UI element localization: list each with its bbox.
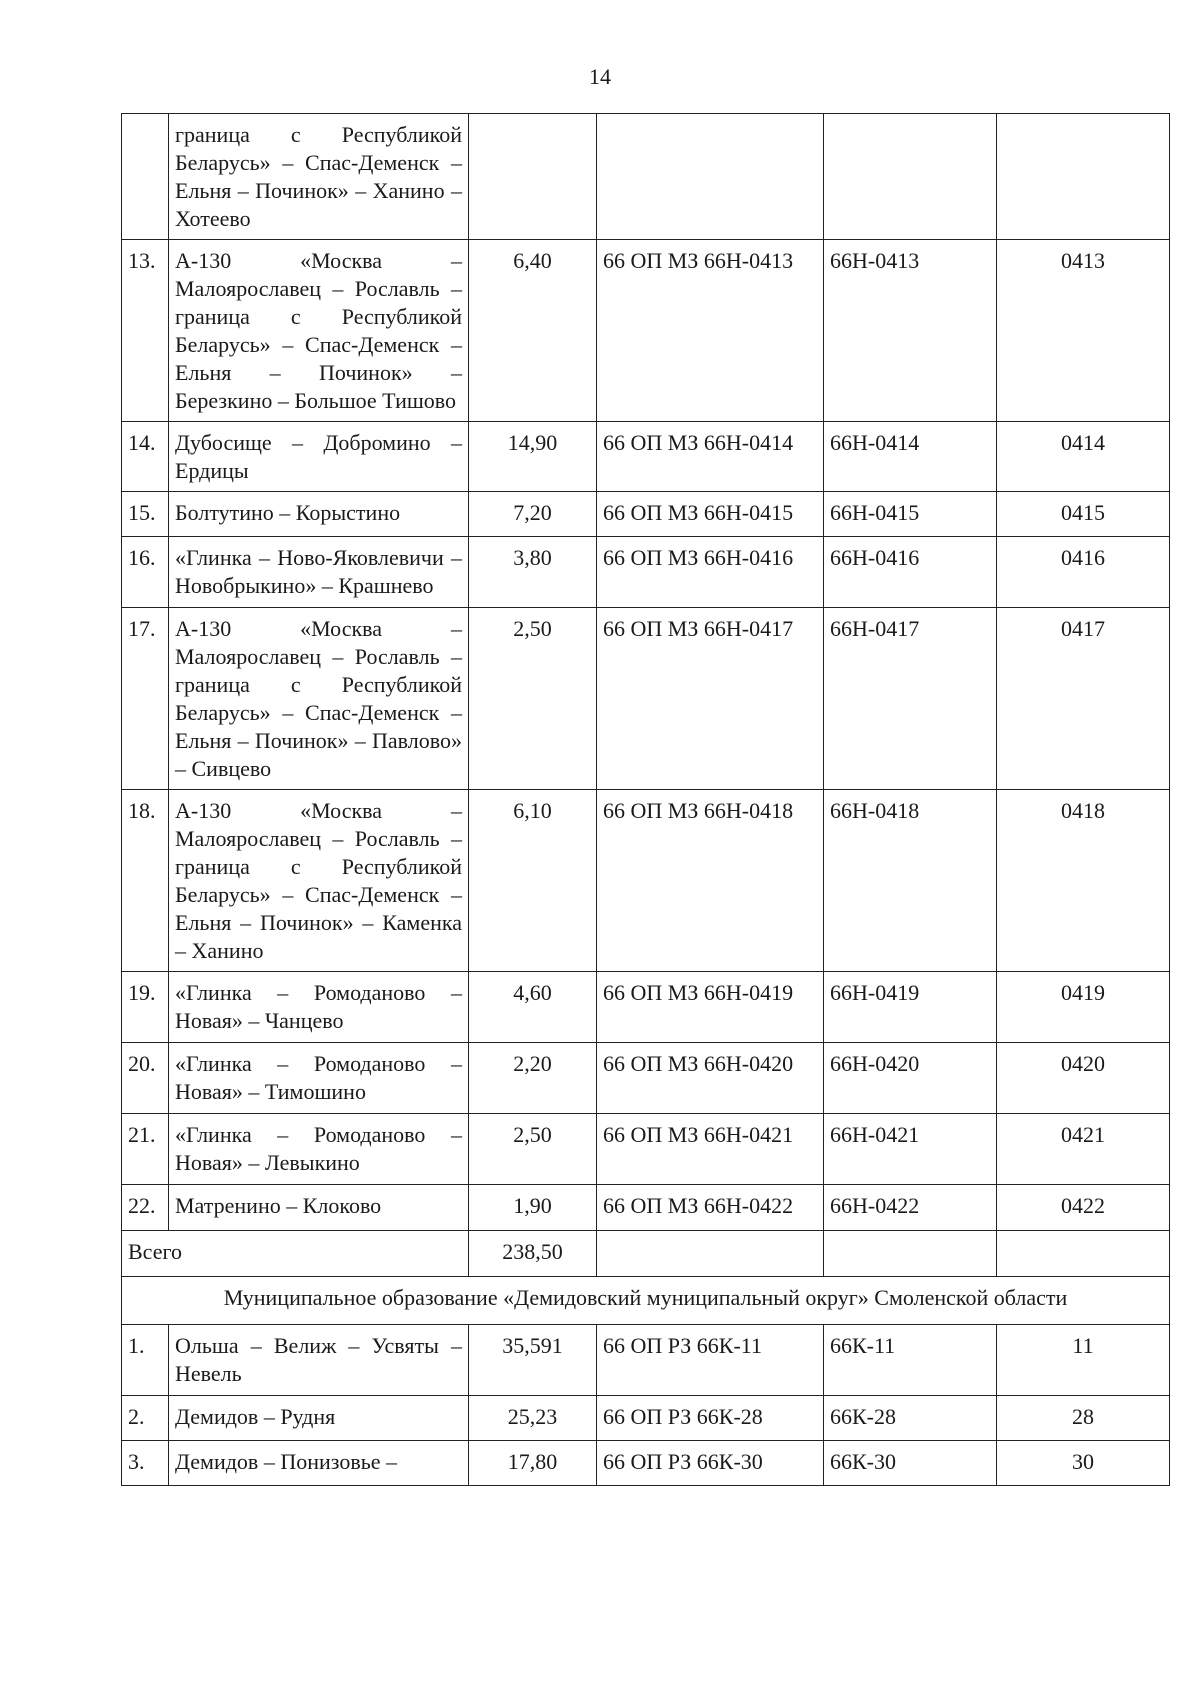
road-id-number: 66 ОП РЗ 66К-30	[597, 1441, 824, 1486]
road-id-number: 66 ОП МЗ 66Н-0413	[597, 240, 824, 422]
road-length: 6,40	[469, 240, 597, 422]
table-row	[122, 972, 1170, 1043]
road-id-number: 66 ОП РЗ 66К-11	[597, 1325, 824, 1396]
road-code: 0421	[997, 1114, 1170, 1185]
roads-table	[121, 113, 1170, 1486]
road-name: А-130 «Москва – Малоярославец – Рославль – граница с Республикой Беларусь» – Спас-Деменск – Ельня – Починок» – Каменка – Ханино	[169, 790, 469, 972]
road-code: 28	[997, 1396, 1170, 1441]
table-row	[122, 1325, 1170, 1396]
row-number: 13.	[122, 240, 169, 422]
road-code: 0422	[997, 1185, 1170, 1231]
road-length: 7,20	[469, 492, 597, 537]
road-length: 2,50	[469, 1114, 597, 1185]
total-empty-cell	[824, 1231, 997, 1277]
road-registry-number: 66Н-0417	[824, 608, 997, 790]
road-name: Болтутино – Корыстино	[169, 492, 469, 537]
page-number: 14	[589, 64, 611, 89]
road-name: Ольша – Велиж – Усвяты – Невель	[169, 1325, 469, 1396]
road-name: «Глинка – Ромоданово – Новая» – Левыкино	[169, 1114, 469, 1185]
road-code	[997, 114, 1170, 240]
road-id-number: 66 ОП МЗ 66Н-0421	[597, 1114, 824, 1185]
road-registry-number: 66К-28	[824, 1396, 997, 1441]
road-registry-number: 66Н-0415	[824, 492, 997, 537]
road-length: 2,20	[469, 1043, 597, 1114]
road-code: 0416	[997, 537, 1170, 608]
road-name: А-130 «Москва – Малоярославец – Рославль – граница с Республикой Беларусь» – Спас-Деменск – Ельня – Починок» – Березкино – Большое Тишово	[169, 240, 469, 422]
row-number: 21.	[122, 1114, 169, 1185]
road-name: Демидов – Рудня	[169, 1396, 469, 1441]
total-length: 238,50	[469, 1231, 597, 1277]
road-code: 0414	[997, 422, 1170, 492]
table-row	[122, 1114, 1170, 1185]
road-length: 2,50	[469, 608, 597, 790]
table-row	[122, 537, 1170, 608]
road-registry-number: 66Н-0413	[824, 240, 997, 422]
road-code: 30	[997, 1441, 1170, 1486]
road-length: 35,591	[469, 1325, 597, 1396]
section-header-row	[122, 1277, 1170, 1325]
road-id-number: 66 ОП РЗ 66К-28	[597, 1396, 824, 1441]
road-length: 1,90	[469, 1185, 597, 1231]
table-row	[122, 114, 1170, 240]
road-length: 6,10	[469, 790, 597, 972]
road-code: 0413	[997, 240, 1170, 422]
total-empty-cell	[597, 1231, 824, 1277]
row-number: 16.	[122, 537, 169, 608]
section-title: Муниципальное образование «Демидовский муниципальный округ» Смоленской области	[122, 1277, 1170, 1325]
total-label: Всего	[122, 1231, 469, 1277]
road-id-number	[597, 114, 824, 240]
road-code: 0418	[997, 790, 1170, 972]
road-code: 0415	[997, 492, 1170, 537]
total-empty-cell	[997, 1231, 1170, 1277]
road-id-number: 66 ОП МЗ 66Н-0420	[597, 1043, 824, 1114]
table-row	[122, 1396, 1170, 1441]
road-length: 17,80	[469, 1441, 597, 1486]
road-length: 3,80	[469, 537, 597, 608]
table-row	[122, 422, 1170, 492]
road-name: А-130 «Москва – Малоярославец – Рославль – граница с Республикой Беларусь» – Спас-Деменск – Ельня – Починок» – Павлово» – Сивцево	[169, 608, 469, 790]
road-name: «Глинка – Ромоданово – Новая» – Чанцево	[169, 972, 469, 1043]
road-registry-number: 66Н-0421	[824, 1114, 997, 1185]
road-id-number: 66 ОП МЗ 66Н-0414	[597, 422, 824, 492]
row-number: 14.	[122, 422, 169, 492]
road-length: 25,23	[469, 1396, 597, 1441]
road-id-number: 66 ОП МЗ 66Н-0418	[597, 790, 824, 972]
total-row	[122, 1231, 1170, 1277]
road-name: Матренино – Клоково	[169, 1185, 469, 1231]
road-registry-number: 66К-30	[824, 1441, 997, 1486]
road-length	[469, 114, 597, 240]
table-row	[122, 492, 1170, 537]
road-registry-number: 66Н-0418	[824, 790, 997, 972]
roads-table-body	[122, 114, 1170, 1231]
road-code: 0417	[997, 608, 1170, 790]
road-registry-number: 66Н-0414	[824, 422, 997, 492]
road-name: Демидов – Понизовье –	[169, 1441, 469, 1486]
row-number: 19.	[122, 972, 169, 1043]
row-number: 20.	[122, 1043, 169, 1114]
row-number: 22.	[122, 1185, 169, 1231]
row-number: 1.	[122, 1325, 169, 1396]
table-row	[122, 608, 1170, 790]
row-number: 17.	[122, 608, 169, 790]
road-name: Дубосище – Добромино – Ердицы	[169, 422, 469, 492]
road-registry-number: 66Н-0416	[824, 537, 997, 608]
road-code: 0420	[997, 1043, 1170, 1114]
section-table-body	[122, 1325, 1170, 1486]
road-code: 11	[997, 1325, 1170, 1396]
road-name: «Глинка – Ромоданово – Новая» – Тимошино	[169, 1043, 469, 1114]
table-row	[122, 240, 1170, 422]
table-row	[122, 1185, 1170, 1231]
row-number: 2.	[122, 1396, 169, 1441]
road-id-number: 66 ОП МЗ 66Н-0422	[597, 1185, 824, 1231]
road-length: 4,60	[469, 972, 597, 1043]
table-row	[122, 1441, 1170, 1486]
road-id-number: 66 ОП МЗ 66Н-0419	[597, 972, 824, 1043]
road-id-number: 66 ОП МЗ 66Н-0416	[597, 537, 824, 608]
row-number: 15.	[122, 492, 169, 537]
row-number	[122, 114, 169, 240]
road-registry-number: 66Н-0419	[824, 972, 997, 1043]
road-name: «Глинка – Ново-Яковлевичи – Новобрыкино» – Крашнево	[169, 537, 469, 608]
road-registry-number: 66К-11	[824, 1325, 997, 1396]
road-length: 14,90	[469, 422, 597, 492]
road-registry-number: 66Н-0422	[824, 1185, 997, 1231]
road-id-number: 66 ОП МЗ 66Н-0415	[597, 492, 824, 537]
road-registry-number: 66Н-0420	[824, 1043, 997, 1114]
table-row	[122, 790, 1170, 972]
row-number: 3.	[122, 1441, 169, 1486]
row-number: 18.	[122, 790, 169, 972]
road-name: граница с Республикой Беларусь» – Спас-Деменск – Ельня – Починок» – Ханино – Хотеево	[169, 114, 469, 240]
road-registry-number	[824, 114, 997, 240]
road-code: 0419	[997, 972, 1170, 1043]
table-row	[122, 1043, 1170, 1114]
road-id-number: 66 ОП МЗ 66Н-0417	[597, 608, 824, 790]
